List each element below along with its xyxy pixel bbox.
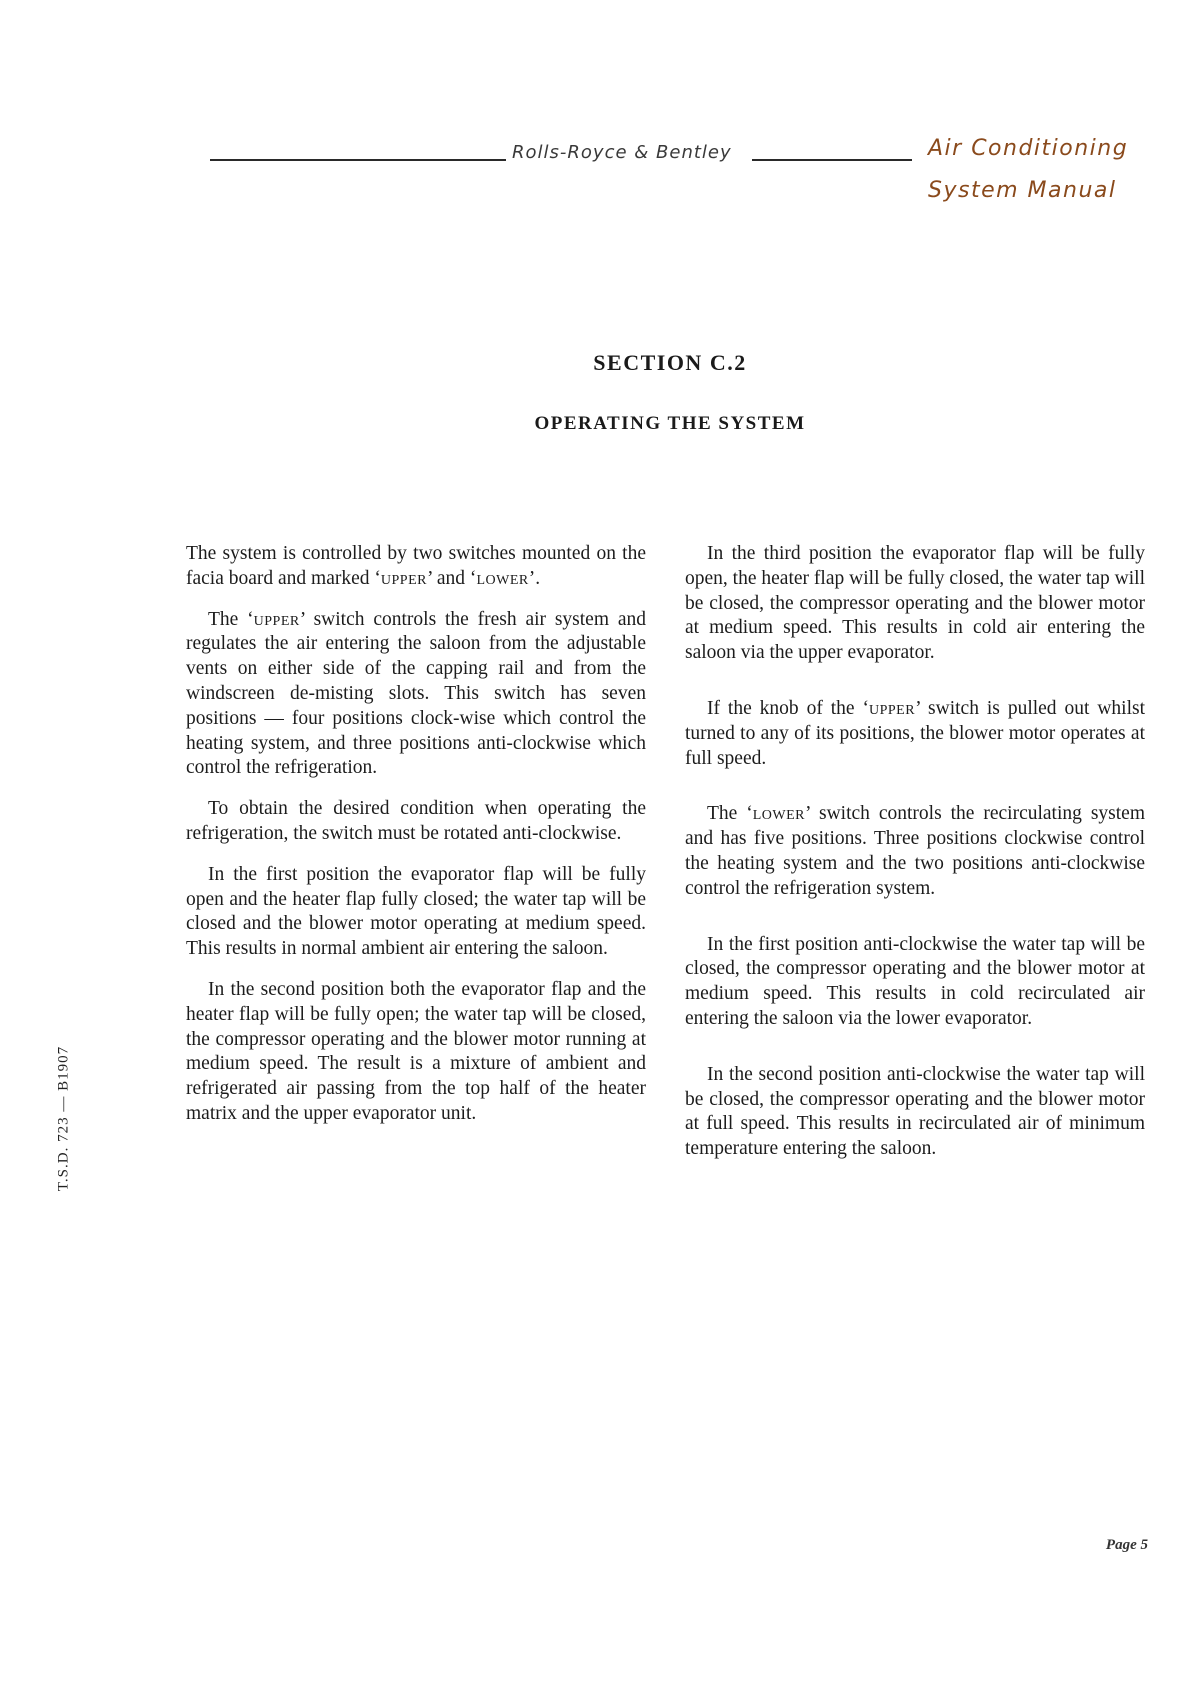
section-title: SECTION C.2 <box>593 350 747 375</box>
paragraph-lower-switch: The ‘lower’ switch controls the recirculating system and has five positions. Three positions clockwise control the heating system and the two positions anti-clockwise control the refrigeration system. <box>685 803 1145 899</box>
manual-title-line-1: Air Conditioning <box>928 136 1129 161</box>
paragraph-switches-intro: The system is controlled by two switches mounted on the facia board and marked ‘upper’ and ‘lower’. <box>186 543 646 589</box>
margin-code-text: T.S.D. 723 — B1907 <box>55 1045 72 1192</box>
left-column <box>186 542 646 1127</box>
header-rule-left <box>210 159 506 161</box>
header-rule-right <box>752 159 912 161</box>
paragraph-refrigeration-rotation: To obtain the desired condition when operating the refrigeration, the switch must be rotated anti-clockwise. <box>186 798 646 844</box>
paragraph-upper-switch: The ‘upper’ switch controls the fresh air system and regulates the air entering the saloon from the adjustable vents on either side of the capping rail and from the windscreen de-misting slots. This switch has seven positions — four positions clock-wise which control the heating system, and three positions anti-clockwise which control the refrigeration. <box>186 608 646 779</box>
paragraph-first-position: In the first position the evaporator flap will be fully open and the heater flap fully closed; the water tap will be closed and the blower motor operating at medium speed. This results in normal ambient air entering the saloon. <box>186 863 646 960</box>
section-subtitle: OPERATING THE SYSTEM <box>534 413 806 434</box>
paragraph-second-position: In the second position both the evaporator flap and the heater flap will be fully open; the water tap will be closed, the compressor operating and the blower motor running at medium speed. The result is a mixture of ambient and refrigerated air passing from the top half of the heater matrix and the upper evaporator unit. <box>186 978 646 1124</box>
paragraph-lower-first-position: In the first position anti-clockwise the water tap will be closed, the compressor operating and the blower motor at medium speed. This results in cold recirculated air entering the saloon via the lower evaporator. <box>685 933 1145 1029</box>
page-number: Page 5 <box>1105 1537 1148 1553</box>
paragraph-knob-pulled: If the knob of the ‘upper’ switch is pulled out whilst turned to any of its positions, the blower motor operates at full speed. <box>685 697 1145 769</box>
right-column <box>685 542 1145 1162</box>
paragraph-third-position: In the third position the evaporator flap will be fully open, the heater flap will be fully closed, the water tap will be closed, the compressor operating and the blower motor at medium speed. This results in cold air entering the saloon via the upper evaporator. <box>685 543 1145 664</box>
paragraph-lower-second-position: In the second position anti-clockwise the water tap will be closed, the compressor operating and the blower motor at full speed. This results in recirculated air of minimum temperature entering the saloon. <box>685 1063 1145 1160</box>
header-brand: Rolls-Royce & Bentley <box>512 142 732 163</box>
manual-title-line-2: System Manual <box>928 178 1117 203</box>
manual-title <box>928 128 1128 212</box>
